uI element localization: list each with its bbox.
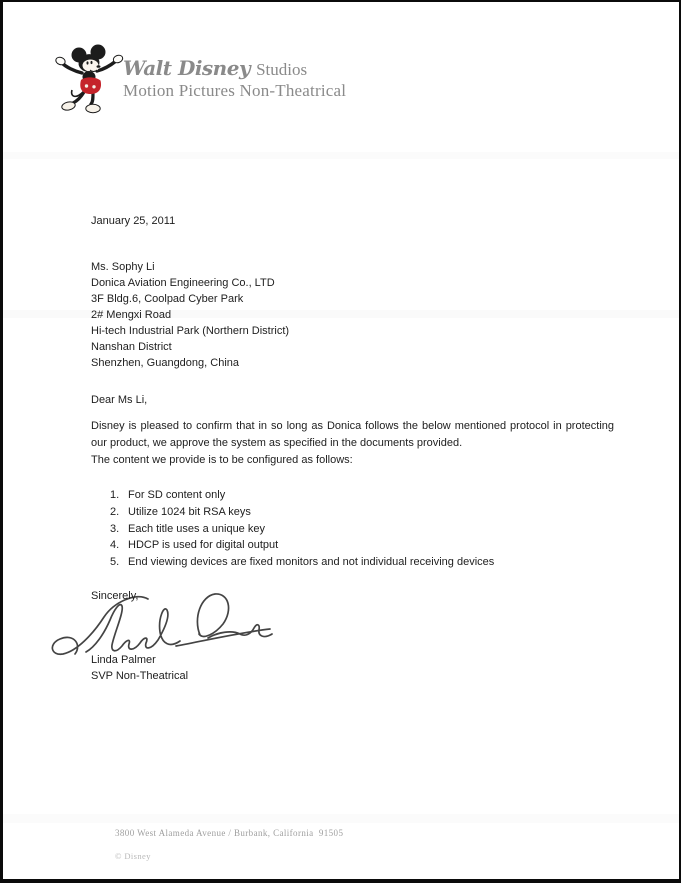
footer-street-address: 3800 West Alameda Avenue / Burbank, California 91505: [115, 828, 344, 838]
letterhead-brand: [123, 58, 346, 101]
scan-artifact: [3, 814, 679, 823]
scan-artifact: [3, 152, 679, 159]
recipient-address-line: Shenzhen, Guangdong, China: [91, 357, 240, 369]
list-item: [110, 554, 494, 571]
list-item: [110, 521, 494, 538]
recipient-address-line: Nanshan District: [91, 341, 172, 353]
handwritten-signature: [48, 590, 278, 670]
body-intro-line: The content we provide is to be configured as follows:: [91, 454, 353, 466]
list-item-text: End viewing devices are fixed monitors and not individual receiving devices: [128, 556, 495, 569]
list-item-text: For SD content only: [128, 489, 226, 501]
list-number: 2.: [110, 505, 120, 518]
footer-copyright: © Disney: [115, 851, 151, 861]
salutation: Dear Ms Li,: [91, 394, 148, 406]
recipient-address-line: Hi-tech Industrial Park (Northern District): [91, 325, 290, 337]
list-item: [110, 504, 494, 521]
mickey-mouse-icon: [53, 42, 129, 123]
brand-line-studios: [123, 58, 346, 80]
list-item-text: HDCP is used for digital output: [128, 539, 279, 552]
body-paragraph: Disney is pleased to confirm that in so long as Donica follows the below mentioned protocol in protecting our product, we approve the system as specified in the documents provided.: [91, 420, 614, 449]
list-number: 5.: [110, 556, 120, 569]
recipient-address-line: 3F Bldg.6, Coolpad Cyber Park: [91, 293, 244, 305]
recipient-address-line: 2# Mengxi Road: [91, 309, 172, 321]
list-item-text: Utilize 1024 bit RSA keys: [128, 505, 251, 518]
signature-title: SVP Non-Theatrical: [91, 670, 189, 682]
brand-studios-label: Studios: [256, 60, 308, 79]
list-number: 3.: [110, 522, 120, 535]
list-item-text: Each title uses a unique key: [128, 522, 265, 535]
recipient-address-block: [91, 259, 289, 371]
brand-division-label: Motion Pictures Non-Theatrical: [123, 81, 347, 100]
walt-disney-script-logo: Walt Disney: [123, 56, 251, 80]
list-number: 1.: [110, 489, 120, 501]
list-item: [110, 487, 494, 504]
signature-name: Linda Palmer: [91, 654, 156, 666]
list-item: [110, 537, 494, 554]
recipient-name: Ms. Sophy Li: [91, 261, 155, 273]
list-number: 4.: [110, 539, 120, 552]
recipient-company: Donica Aviation Engineering Co., LTD: [91, 277, 275, 289]
protocol-list: [110, 487, 494, 571]
closing-sincerely: Sincerely,: [91, 590, 139, 602]
letter-date: January 25, 2011: [91, 215, 176, 227]
